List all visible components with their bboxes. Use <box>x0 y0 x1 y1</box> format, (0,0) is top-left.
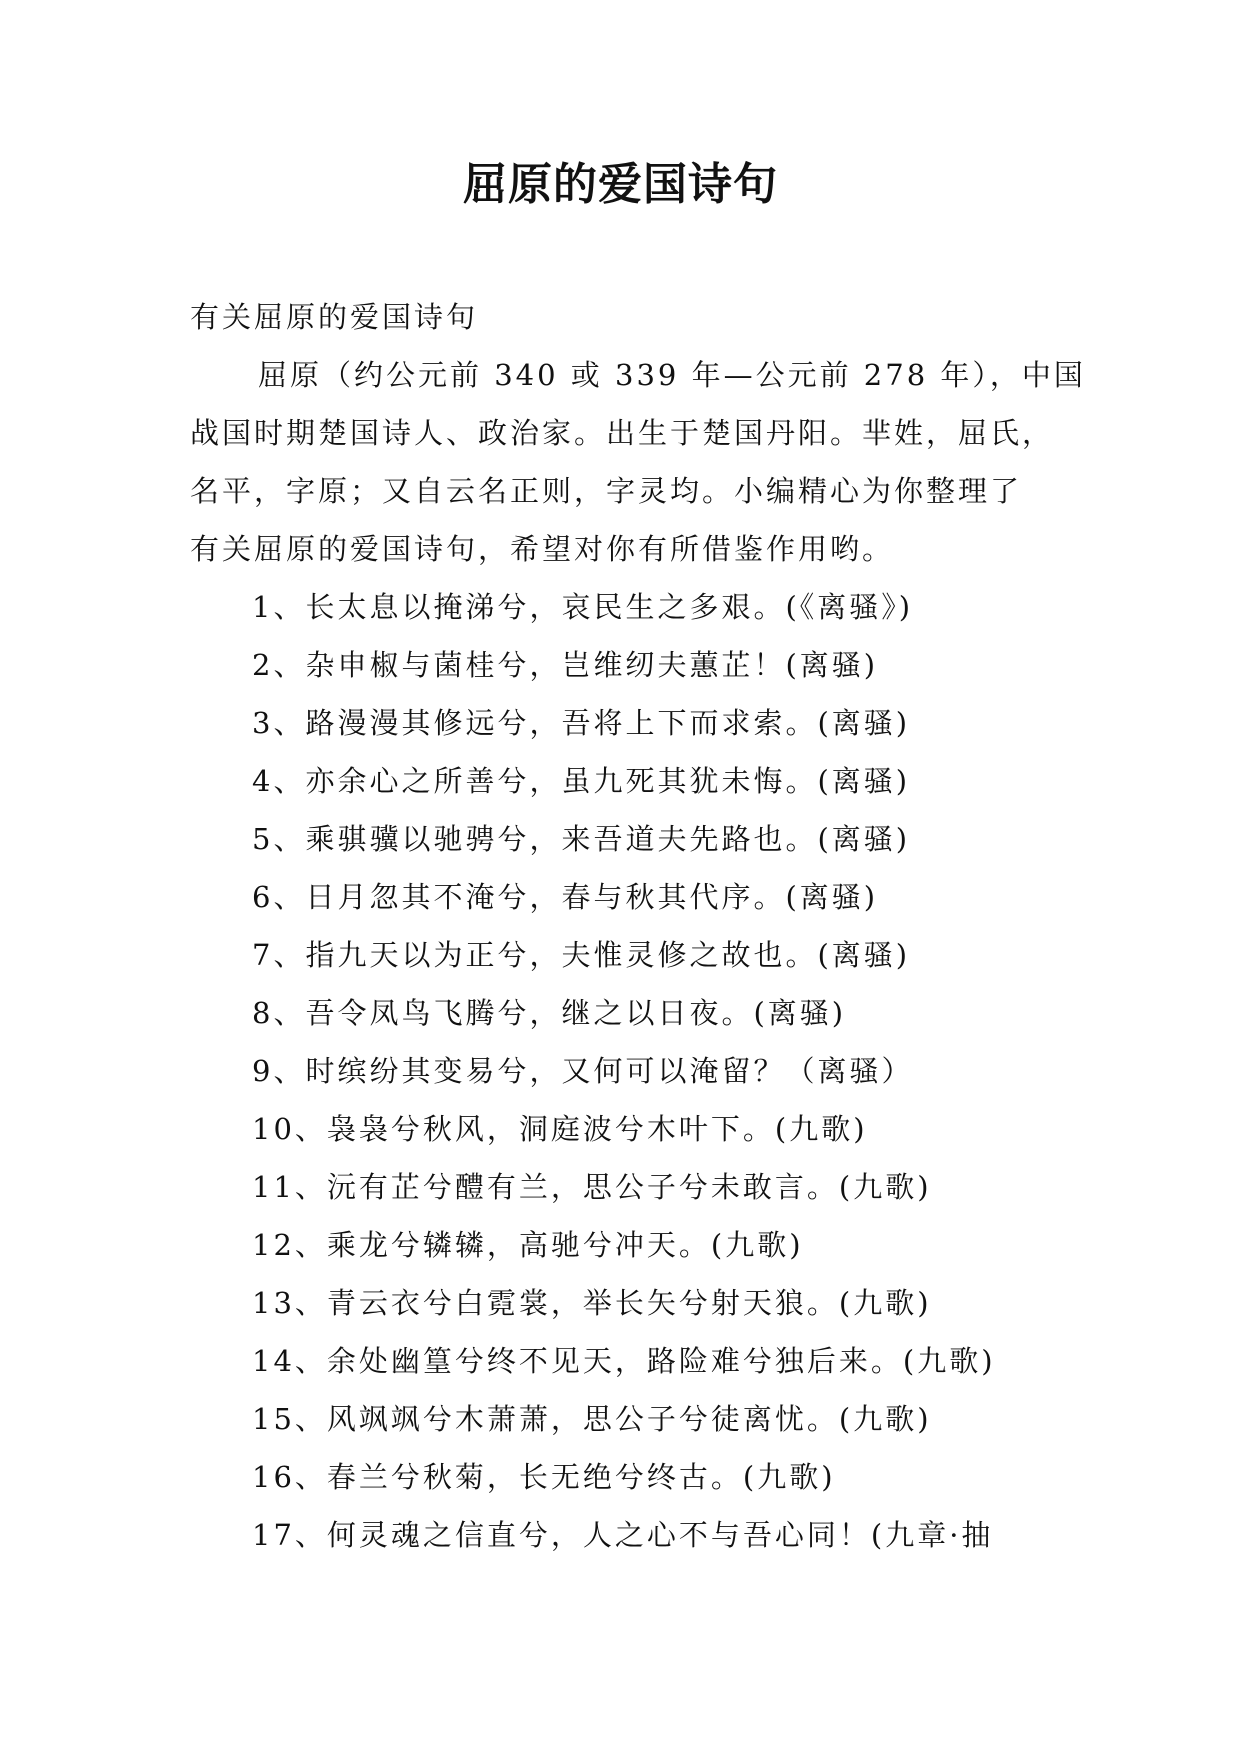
intro-line: 战国时期楚国诗人、政治家。出生于楚国丹阳。芈姓，屈氏， <box>190 416 1055 450</box>
verse-item: 9、时缤纷其变易兮，又何可以淹留？（离骚） <box>252 1054 914 1088</box>
verse-item: 15、风飒飒兮木萧萧，思公子兮徒离忧。(九歌) <box>252 1402 932 1436</box>
verse-item: 14、余处幽篁兮终不见天，路险难兮独后来。(九歌) <box>252 1344 996 1378</box>
verse-item: 12、乘龙兮辚辚，高驰兮冲天。(九歌) <box>252 1228 804 1262</box>
verse-item: 13、青云衣兮白霓裳，举长矢兮射天狼。(九歌) <box>252 1286 932 1320</box>
verse-item: 1、长太息以掩涕兮，哀民生之多艰。(《离骚》) <box>252 590 914 624</box>
verse-item: 8、吾令凤鸟飞腾兮，继之以日夜。(离骚) <box>252 996 847 1030</box>
verse-item: 5、乘骐骥以驰骋兮，来吾道夫先路也。(离骚) <box>252 822 911 856</box>
document-body <box>190 288 1086 1564</box>
verse-item: 4、亦余心之所善兮，虽九死其犹未悔。(离骚) <box>252 764 911 798</box>
verse-list <box>190 578 1050 1564</box>
verse-item: 11、沅有芷兮醴有兰，思公子兮未敢言。(九歌) <box>252 1170 932 1204</box>
verse-item: 10、袅袅兮秋风，洞庭波兮木叶下。(九歌) <box>252 1112 868 1146</box>
verse-item: 17、何灵魂之信直兮，人之心不与吾心同！(九章·抽 <box>252 1518 994 1552</box>
intro-line: 屈原（约公元前 340 或 339 年—公元前 278 年），中国 <box>258 358 1086 392</box>
intro-line: 名平，字原；又自云名正则，字灵均。小编精心为你整理了 <box>190 474 1023 508</box>
document-title: 屈原的爱国诗句 <box>463 159 778 210</box>
document-subtitle: 有关屈原的爱国诗句 <box>190 300 479 334</box>
intro-paragraph <box>190 346 1086 578</box>
verse-item: 7、指九天以为正兮，夫惟灵修之故也。(离骚) <box>252 938 911 972</box>
intro-line: 有关屈原的爱国诗句，希望对你有所借鉴作用哟。 <box>190 532 895 566</box>
verse-item: 2、杂申椒与菌桂兮，岂维纫夫蕙芷！(离骚) <box>252 648 879 682</box>
verse-item: 6、日月忽其不淹兮，春与秋其代序。(离骚) <box>252 880 879 914</box>
verse-item: 16、春兰兮秋菊，长无绝兮终古。(九歌) <box>252 1460 836 1494</box>
verse-item: 3、路漫漫其修远兮，吾将上下而求索。(离骚) <box>252 706 911 740</box>
